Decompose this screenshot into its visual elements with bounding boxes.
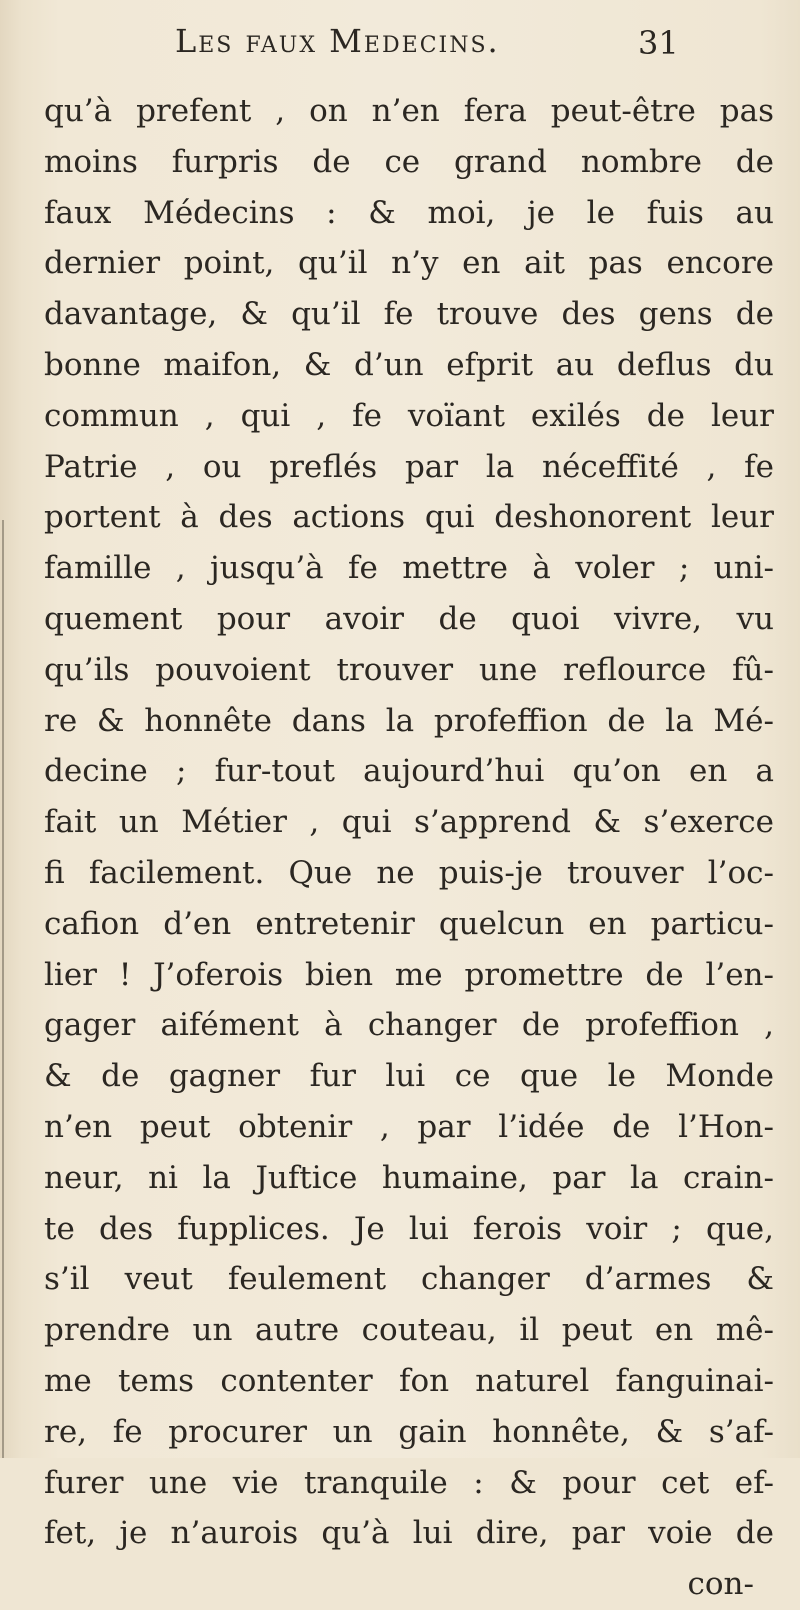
text-line: fet, je n’aurois qu’à lui dire, par voie de: [44, 1515, 774, 1552]
text-line: quement pour avoir de quoi vivre, vu: [44, 600, 774, 637]
text-line: & de gagner fur lui ce que le Monde: [44, 1058, 774, 1095]
text-line: re, fe procurer un gain honnête, & s’af-: [44, 1413, 774, 1450]
text-line: cafion d’en entretenir quelcun en particu-: [44, 905, 774, 942]
text-line: dernier point, qu’il n’y en ait pas encore: [44, 245, 774, 282]
text-line: Patrie , ou preflés par la néceffité , fe: [44, 448, 774, 485]
text-line: s’il veut feulement changer d’armes &: [44, 1261, 774, 1298]
running-title: Les faux Medecins.: [175, 22, 500, 60]
page-number: 31: [638, 24, 679, 62]
text-line: fait un Métier , qui s’apprend & s’exerce: [44, 804, 774, 841]
text-line: famille , jusqu’à fe mettre à voler ; uni-: [44, 550, 774, 587]
text-line: fi facilement. Que ne puis-je trouver l’oc-: [44, 854, 774, 891]
text-line: qu’à prefent , on n’en fera peut-être pas: [44, 93, 774, 129]
text-line: decine ; fur-tout aujourd’hui qu’on en a: [44, 753, 774, 790]
page-header: [0, 22, 800, 82]
text-line: me tems contenter fon naturel fanguinai-: [44, 1362, 774, 1399]
text-line: bonne maifon, & d’un efprit au deflus du: [44, 346, 774, 383]
text-line: portent à des actions qui deshonorent leur: [44, 499, 774, 536]
text-line: furer une vie tranquile : & pour cet ef-: [44, 1464, 774, 1501]
text-line: gager aifément à changer de profeffion ,: [44, 1007, 774, 1044]
text-line: lier ! J’oferois bien me promettre de l’en-: [44, 956, 774, 993]
body-text: [44, 86, 774, 1610]
text-line: moins furpris de ce grand nombre de: [44, 143, 774, 180]
text-line: re & honnête dans la profeffion de la Mé-: [44, 702, 774, 739]
catchword: con-: [687, 1566, 754, 1603]
text-line: neur, ni la Juftice humaine, par la crain-: [44, 1159, 774, 1196]
text-line: qu’ils pouvoient trouver une reflource fû-: [44, 651, 774, 688]
text-line: faux Médecins : & moi, je le fuis au: [44, 194, 774, 231]
text-line: te des fupplices. Je lui ferois voir ; que,: [44, 1210, 774, 1247]
gutter-shadow: [2, 520, 4, 1458]
text-line: commun , qui , fe voïant exilés de leur: [44, 397, 774, 434]
text-line: n’en peut obtenir , par l’idée de l’Hon-: [44, 1108, 774, 1145]
text-line: prendre un autre couteau, il peut en mê-: [44, 1312, 774, 1349]
text-line: davantage, & qu’il fe trouve des gens de: [44, 296, 774, 333]
